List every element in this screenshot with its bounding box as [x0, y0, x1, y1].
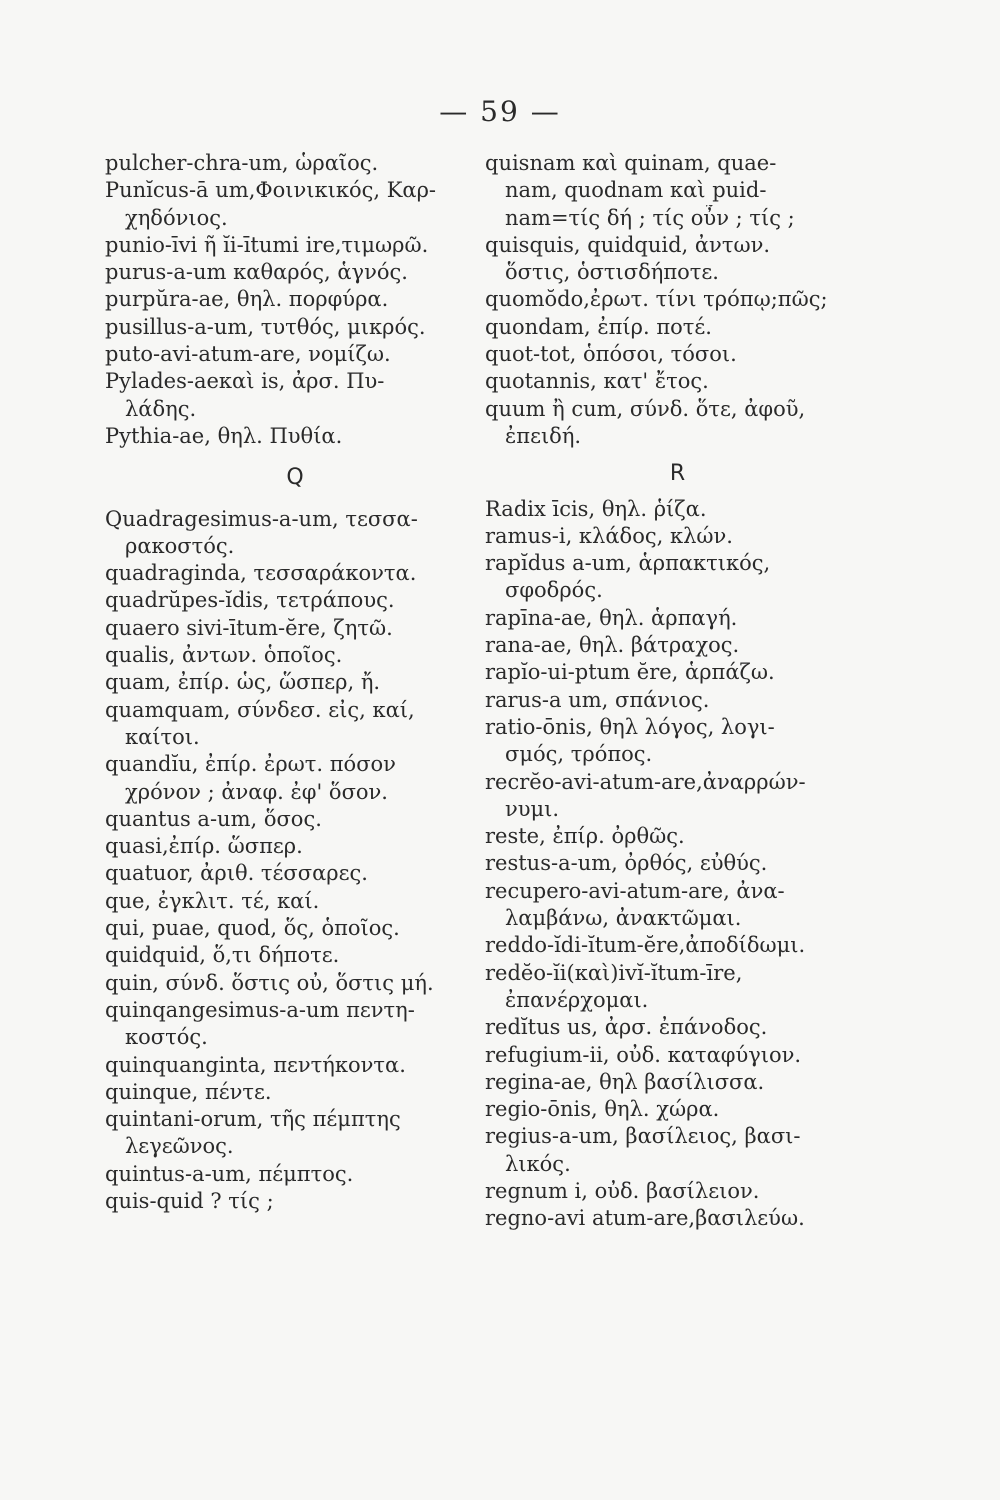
entry-continuation: ἐπειδή.: [505, 423, 582, 448]
entry-continuation: καίτοι.: [125, 724, 200, 749]
entry-continuation: λαμβάνω, ἀνακτῶμαι.: [505, 906, 742, 931]
dictionary-entry: reste, ἐπίρ. ὀρθῶς.: [485, 824, 685, 849]
entry-continuation: νυμι.: [505, 796, 560, 821]
right-column: [485, 150, 870, 1233]
dictionary-entry: quin, σύνδ. ὅστις οὐ, ὅστις μή.: [105, 970, 434, 995]
entry-continuation: χρόνον ; ἀναφ. ἐφ' ὅσον.: [125, 779, 388, 804]
dictionary-entry: quidquid, ὅ,τι δήποτε.: [105, 943, 340, 968]
dictionary-entry: regina-ae, θηλ βασίλισσα.: [485, 1069, 765, 1094]
dictionary-entry: quasi,ἐπίρ. ὥσπερ.: [105, 834, 303, 859]
dictionary-entry: quaero sivi-ītum-ĕre, ζητῶ.: [105, 615, 393, 640]
dictionary-entry: refugium-ii, οὐδ. καταφύγιον.: [485, 1042, 802, 1067]
dictionary-entry: pulcher-chra-um, ὡραῖος.: [105, 151, 379, 175]
dictionary-entry: regnum i, οὐδ. βασίλειον.: [485, 1178, 760, 1203]
dictionary-entry: redĭtus us, ἀρσ. ἐπάνοδος.: [485, 1015, 768, 1040]
dictionary-entry: quomŏdo,ἐρωτ. τίνι τρόπῳ;πῶς;: [485, 287, 828, 312]
dictionary-entry: regno-avi atum-are,βασιλεύω.: [485, 1206, 805, 1231]
dictionary-entry: regio-ōnis, θηλ. χώρα.: [485, 1097, 720, 1122]
entry-continuation: ἐπανέρχομαι.: [505, 987, 649, 1012]
dictionary-entry: quinque, πέντε.: [105, 1079, 272, 1104]
dictionary-entry: que, ἐγκλιτ. τέ, καί.: [105, 888, 320, 913]
dictionary-entry: recupero-avi-atum-are, ἀνα-: [485, 878, 785, 903]
dictionary-entry: rana-ae, θηλ. βάτραχος.: [485, 633, 740, 658]
dictionary-entry: quis-quid ? τίς ;: [105, 1188, 274, 1213]
dictionary-entry: recrĕo-avi-atum-are,ἀναρρών-: [485, 769, 806, 794]
dictionary-entry: quadrŭpes-ĭdis, τετράπους.: [105, 588, 395, 613]
entry-continuation: σμός, τρόπος.: [505, 742, 653, 767]
entry-continuation: ρακοστός.: [125, 533, 235, 558]
dictionary-entry: quinquanginta, πεντήκοντα.: [105, 1052, 406, 1077]
entry-continuation: ὅστις, ὁστισδήποτε.: [505, 260, 719, 285]
dictionary-entry: redĕo-ĭi(καὶ)ivĭ-ĭtum-īre,: [485, 960, 743, 985]
entry-continuation: λικός.: [505, 1151, 571, 1176]
dictionary-entry: quantus a-um, ὅσος.: [105, 806, 322, 831]
dictionary-entry: Quadragesimus-a-um, τεσσα-: [105, 506, 418, 531]
dictionary-entry: quot-tot, ὁπόσοι, τόσοι.: [485, 342, 737, 367]
dictionary-entry: Radix īcis, θηλ. ῥίζα.: [485, 496, 707, 521]
dictionary-entry: Pythia-ae, θηλ. Πυθία.: [105, 423, 343, 448]
dictionary-entry: qualis, ἀντων. ὁποῖος.: [105, 643, 343, 668]
dictionary-entry: ratio-ōnis, θηλ λόγος, λογι-: [485, 714, 775, 739]
dictionary-entry: rarus-a um, σπάνιος.: [485, 687, 710, 712]
dictionary-entry: reddo-ĭdi-ĭtum-ĕre,ἀποδίδωμι.: [485, 933, 806, 958]
dictionary-entry: Pylades-aeκαὶ is, ἀρσ. Πυ-: [105, 369, 385, 394]
dictionary-entry: quintani-orum, τῆς πέμπτης: [105, 1107, 401, 1132]
dictionary-entry: purpŭra-ae, θηλ. πορφύρα.: [105, 287, 389, 312]
dictionary-entry: quinqangesimus-a-um πεντη-: [105, 997, 415, 1022]
dictionary-entry: rapĭo-ui-ptum ĕre, ἁρπάζω.: [485, 660, 775, 685]
dictionary-entry: puto-avi-atum-are, νομίζω.: [105, 342, 391, 367]
entry-continuation: λάδης.: [125, 396, 197, 421]
dictionary-entry: quintus-a-um, πέμπτος.: [105, 1161, 354, 1186]
dictionary-entry: qui, puae, quod, ὅς, ὁποῖος.: [105, 916, 400, 941]
dictionary-entry: quotannis, κατ' ἔτος.: [485, 369, 709, 394]
dictionary-entry: restus-a-um, ὀρθός, εὐθύς.: [485, 851, 768, 876]
section-heading: Q: [286, 465, 304, 491]
page-number: — 59 —: [439, 95, 561, 128]
dictionary-entry: Punĭcus-ā um,Φοινικικός, Καρ-: [105, 178, 437, 203]
dictionary-entry: rapīna-ae, θηλ. ἁρπαγή.: [485, 605, 738, 630]
dictionary-entry: quam, ἐπίρ. ὡς, ὥσπερ, ἤ.: [105, 670, 381, 695]
entry-continuation: κοστός.: [125, 1025, 208, 1050]
entry-continuation: nam, quodnam καὶ puid-: [505, 178, 767, 203]
dictionary-entry: quisnam καὶ quinam, quae-: [485, 151, 777, 175]
dictionary-entry: quondam, ἐπίρ. ποτέ.: [485, 314, 712, 339]
entry-continuation: nam=τίς δή ; τίς οὖν ; τίς ;: [505, 205, 795, 230]
dictionary-entry: regius-a-um, βασίλειος, βασι-: [485, 1124, 801, 1149]
dictionary-entry: pusillus-a-um, τυτθός, μικρός.: [105, 314, 426, 339]
entry-continuation: χηδόνιος.: [125, 205, 228, 230]
dictionary-entry: purus-a-um καθαρός, ἁγνός.: [105, 260, 408, 285]
left-column: [105, 150, 485, 1215]
dictionary-entry: quamquam, σύνδεσ. εἰς, καί,: [105, 697, 415, 722]
section-heading: R: [669, 461, 686, 487]
dictionary-entry: ramus-i, κλάδος, κλών.: [485, 523, 733, 548]
dictionary-entry: quadraginda, τεσσαράκοντα.: [105, 561, 417, 586]
dictionary-entry: quisquis, quidquid, ἀντων.: [485, 232, 771, 257]
dictionary-entry: punio-īvi ῆ ĭi-ītumi ire,τιμωρῶ.: [105, 232, 429, 257]
entry-continuation: λεγεῶνος.: [125, 1134, 234, 1159]
dictionary-entry: quandĭu, ἐπίρ. ἐρωτ. πόσον: [105, 752, 396, 777]
dictionary-entry: rapĭdus a-um, ἁρπακτικός,: [485, 551, 771, 576]
dictionary-entry: quatuor, ἀριθ. τέσσαρες.: [105, 861, 368, 886]
entry-continuation: σφοδρός.: [505, 578, 603, 603]
dictionary-entry: quum ἢ cum, σύνδ. ὅτε, ἀφοῦ,: [485, 396, 806, 421]
